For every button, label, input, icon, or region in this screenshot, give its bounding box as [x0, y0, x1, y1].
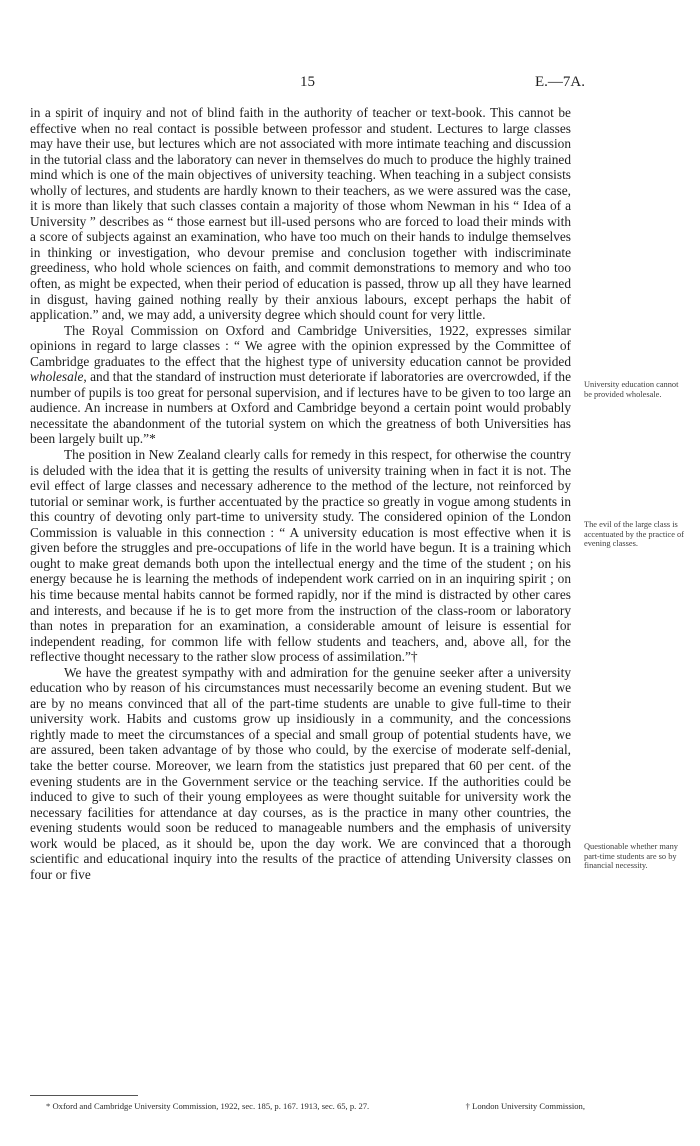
- footnote-oxford-cambridge: * Oxford and Cambridge University Commission, 1922, sec. 185, p. 167. 1913, sec. 65, p. 27.: [46, 1101, 370, 1111]
- paragraph-1: in a spirit of inquiry and not of blind faith in the authority of teacher or text-book. This cannot be effective when no real contact is possible between professor and student. Lectures to large classes may have their use, but lectures which are not associated with more intimate teaching and discussion in the tutorial class and the laboratory can never in themselves do much to produce the highly trained mind which is one of the main objectives of university teaching. When teaching in a subject consists wholly of lectures, and students are hardly known to their teachers, as we were assured was the case, it is more than likely that such classes contain a majority of those whom Newman in his “ Idea of a University ” describes as “ those earnest but ill-used persons who are forced to load their minds with a score of subjects against an examination, who have too much on their hands to indulge themselves in thinking or investigation, who devour premise and conclusion together with indiscriminate greediness, who hold whole sciences on faith, and commit demonstrations to memory and who too often, as might be expected, when their period of education is passed, throw up all they have learned in disgust, having gained nothing really by their anxious labours, except perhaps the habit of application.” and, we may add, a university degree which should count for very little.: [30, 105, 571, 323]
- margin-note-wholesale: University education cannot be provided wholesale.: [584, 380, 679, 399]
- margin-note-evening-classes: The evil of the large class is accentuated by the practice of evening classes.: [584, 520, 684, 549]
- paragraph-2-part-a: The Royal Commission on Oxford and Cambridge Universities, 1922, expresses similar opinions in regard to large classes : “ We agree with the opinion expressed by the Committee of Cambridge graduates to the effect that the highest type of university education cannot be provided: [30, 322, 571, 369]
- paragraph-4: We have the greatest sympathy with and admiration for the genuine seeker after a university education who by reason of his circumstances must necessarily become an evening student. But we are by no means convinced that all of the part-time students are unable to give full-time to their university work. Habits and customs grow up insidiously in a community, and the concessions rightly made to meet the circumstances of a special and small group of potential students have, we are assured, been taken advantage of by those who could, by the exercise of moderate self-denial, take the better course. Moreover, we learn from the statistics just prepared that 60 per cent. of the evening students are in the Government service or the teaching service. If the authorities could be induced to give to such of their young employees as were thought suitable for university work the necessary facilities for attendance at day courses, as is the practice in many other countries, the evening students would soon be reduced to manageable numbers and the emphasis of university work would be placed, as it should be, upon the day work. We are convinced that a thorough scientific and educational inquiry into the results of the practice of attending University classes on four or five: [30, 664, 571, 882]
- page-number: 15: [300, 74, 315, 90]
- paragraph-3: The position in New Zealand clearly calls for remedy in this respect, for otherwise the country is deluded with the idea that it is getting the results of university training when in fact it is not. The evil effect of large classes and necessary adherence to the method of the lecture, not reinforced by tutorial or seminar work, is further accentuated by the practice so greatly in vogue among students in this country of devoting only part-time to university study. The considered opinion of the London Commission is valuable in this connection : “ A university education is most effective when it is given before the struggles and pre-occupations of life in the world have begun. It is a training which ought to make great demands both upon the intellectual energy and the time of the student ; on his energy because he is learning the methods of independent work carried on in an inquiring spirit ; on his time because mental habits cannot be formed rapidly, nor if the mind is distracted by other cares and interests, and because if he is to get more from the instruction of the class-room or laboratory than notes in preparation for an examination, a considerable amount of leisure is essential for independent reading, for common life with fellow students and teachers, and, above all, for the reflective thought necessary to the rather slow process of assimilation.”†: [30, 447, 571, 665]
- body-text: [30, 105, 571, 882]
- paragraph-2-part-b: , and that the standard of instruction must deteriorate if laboratories are overcrowded, if the number of pupils is too great for personal supervision, and if lectures have to be given to too large an audience. An increase in numbers at Oxford and Cambridge beyond a certain point would probably necessitate the abandonment of the tutorial system on which the greatness of both Universities has been largely built up.”*: [30, 369, 571, 447]
- italic-word-wholesale: wholesale: [30, 369, 84, 385]
- footnote-london: † London University Commission,: [465, 1101, 585, 1111]
- margin-note-part-time: Questionable whether many part-time students are so by financial necessity.: [584, 842, 678, 871]
- footnote-divider: [30, 1095, 138, 1096]
- document-reference: E.—7A.: [535, 74, 585, 90]
- paragraph-2: [30, 323, 571, 447]
- page-header: [30, 74, 585, 94]
